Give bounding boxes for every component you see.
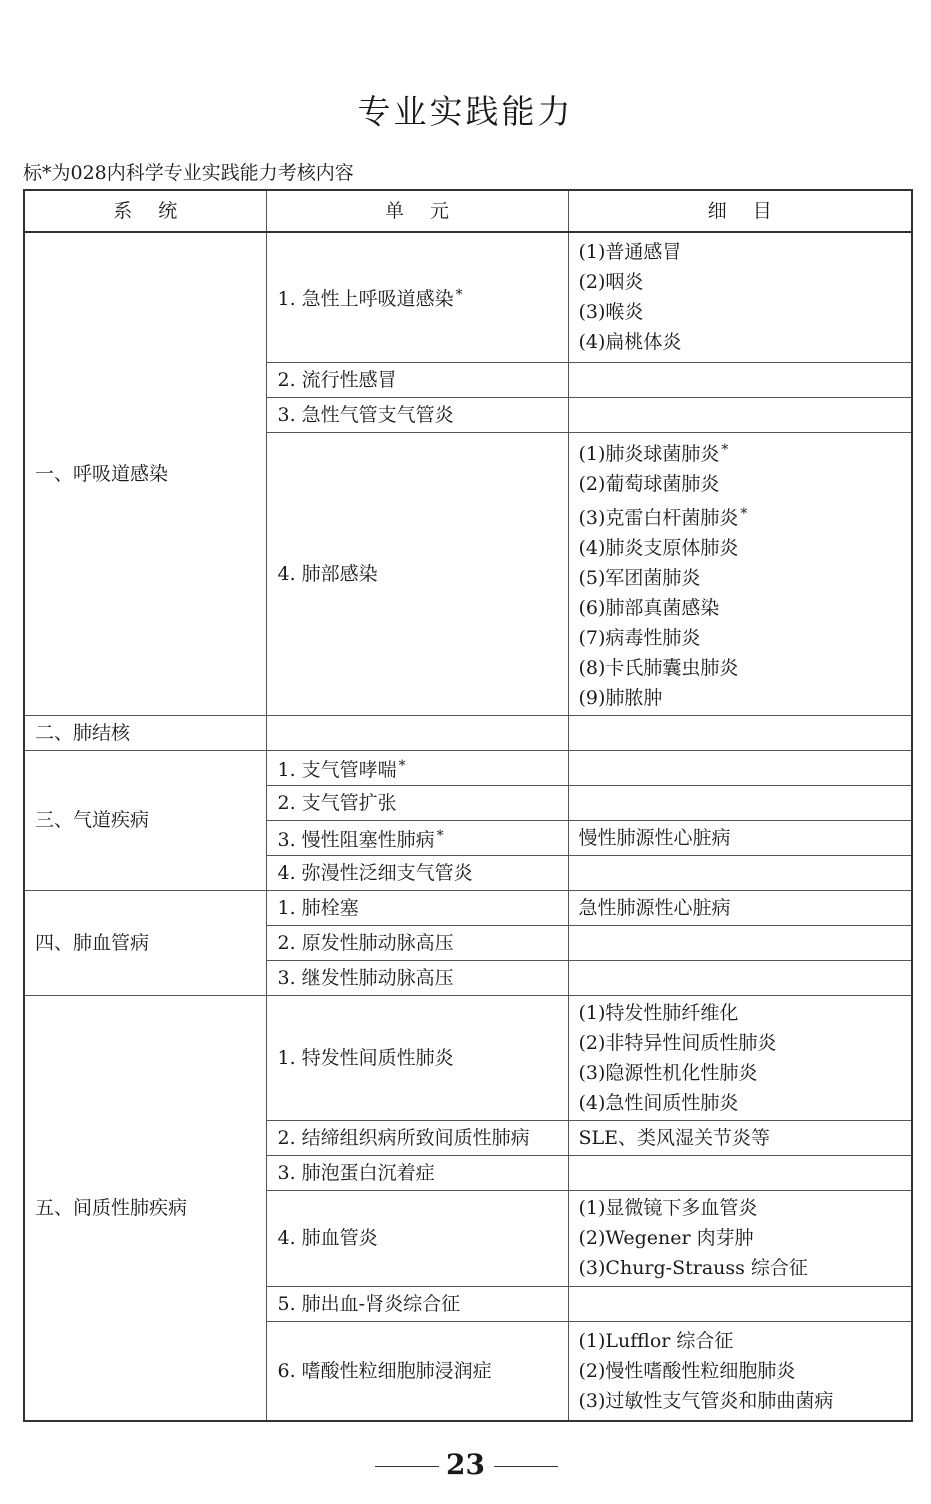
unit-cell: 3. 肺泡蛋白沉着症 (266, 1155, 568, 1190)
system-cell: 三、气道疾病 (24, 750, 266, 890)
system-cell: 四、肺血管病 (24, 890, 266, 995)
detail-item: (3)喉炎 (578, 301, 644, 324)
header-unit: 单元 (266, 190, 568, 232)
detail-cell: 急性肺源性心脏病 (568, 890, 912, 925)
unit-cell: 2. 原发性肺动脉高压 (266, 925, 568, 960)
unit-cell (266, 715, 568, 750)
table-row (24, 750, 912, 785)
unit-cell: 3. 急性气管支气管炎 (266, 397, 568, 432)
detail-cell (568, 960, 912, 995)
detail-item: (8)卡氏肺囊虫肺炎 (578, 656, 739, 679)
detail-item: (2)葡萄球菌肺炎 (578, 472, 720, 495)
detail-cell (568, 785, 912, 820)
system-cell: 一、呼吸道感染 (24, 232, 266, 715)
detail-item: (1)肺炎球菌肺炎 * (578, 441, 729, 465)
system-cell: 五、间质性肺疾病 (24, 995, 266, 1421)
detail-item: (2)慢性嗜酸性粒细胞肺炎 (578, 1359, 796, 1382)
detail-item: (3)隐源性机化性肺炎 (578, 1061, 758, 1084)
unit-cell: 4. 肺部感染 (266, 432, 568, 715)
unit-cell: 1. 特发性间质性肺炎 (266, 995, 568, 1120)
page-title: 专业实践能力 (357, 92, 574, 131)
detail-item: (7)病毒性肺炎 (578, 626, 701, 649)
detail-item: (4)肺炎支原体肺炎 (578, 536, 739, 559)
detail-cell (568, 232, 912, 362)
unit-cell: 4. 弥漫性泛细支气管炎 (266, 855, 568, 890)
table-row (24, 995, 912, 1120)
detail-item: (3)克雷白杆菌肺炎 * (578, 505, 748, 529)
detail-item: (1)普通感冒 (578, 241, 682, 264)
detail-item: (3)Churg-Strauss 综合征 (578, 1257, 808, 1279)
detail-cell (568, 1190, 912, 1286)
detail-item: (6)肺部真菌感染 (578, 596, 720, 619)
detail-cell (568, 995, 912, 1120)
detail-cell (568, 1286, 912, 1321)
table-row (24, 232, 912, 362)
detail-cell (568, 397, 912, 432)
syllabus-table (23, 189, 913, 1422)
detail-cell (568, 855, 912, 890)
unit-cell: 1. 肺栓塞 (266, 890, 568, 925)
detail-cell: 慢性肺源性心脏病 (568, 820, 912, 855)
detail-item: (3)过敏性支气管炎和肺曲菌病 (578, 1389, 834, 1412)
detail-cell (568, 1155, 912, 1190)
detail-item: (1)显微镜下多血管炎 (578, 1197, 758, 1219)
detail-item: (4)急性间质性肺炎 (578, 1091, 739, 1114)
unit-cell: 2. 流行性感冒 (266, 362, 568, 397)
detail-cell: SLE、类风湿关节炎等 (568, 1120, 912, 1155)
unit-cell: 5. 肺出血-肾炎综合征 (266, 1286, 568, 1321)
table-header-row (24, 190, 912, 232)
detail-cell (568, 362, 912, 397)
unit-cell: 2. 支气管扩张 (266, 785, 568, 820)
detail-cell (568, 750, 912, 785)
detail-item: (2)咽炎 (578, 271, 644, 294)
unit-cell: 1. 支气管哮喘 * (266, 750, 568, 785)
detail-item: (1)Lufflor 综合征 (578, 1329, 734, 1352)
unit-cell: 4. 肺血管炎 (266, 1190, 568, 1286)
detail-cell (568, 1321, 912, 1421)
unit-cell: 3. 慢性阻塞性肺病 * (266, 820, 568, 855)
header-detail: 细目 (568, 190, 912, 232)
detail-item: (2)Wegener 肉芽肿 (578, 1227, 754, 1249)
table-row (24, 715, 912, 750)
unit-cell: 3. 继发性肺动脉高压 (266, 960, 568, 995)
header-system: 系统 (24, 190, 266, 232)
table-row (24, 890, 912, 925)
unit-cell: 6. 嗜酸性粒细胞肺浸润症 (266, 1321, 568, 1421)
page-number-rule-right (494, 1466, 558, 1467)
detail-cell (568, 925, 912, 960)
detail-cell (568, 432, 912, 715)
system-cell: 二、肺结核 (24, 715, 266, 750)
table-note: 标*为028内科学专业实践能力考核内容 (23, 162, 354, 184)
detail-item: (4)扁桃体炎 (578, 331, 682, 354)
unit-cell: 1. 急性上呼吸道感染 * (266, 232, 568, 362)
detail-item: (2)非特异性间质性肺炎 (578, 1031, 777, 1054)
detail-item: (1)特发性肺纤维化 (578, 1001, 739, 1024)
page-number: 23 (446, 1448, 485, 1481)
unit-cell: 2. 结缔组织病所致间质性肺病 (266, 1120, 568, 1155)
detail-item: (5)军团菌肺炎 (578, 566, 701, 589)
detail-cell (568, 715, 912, 750)
detail-item: (9)肺脓肿 (578, 686, 663, 709)
